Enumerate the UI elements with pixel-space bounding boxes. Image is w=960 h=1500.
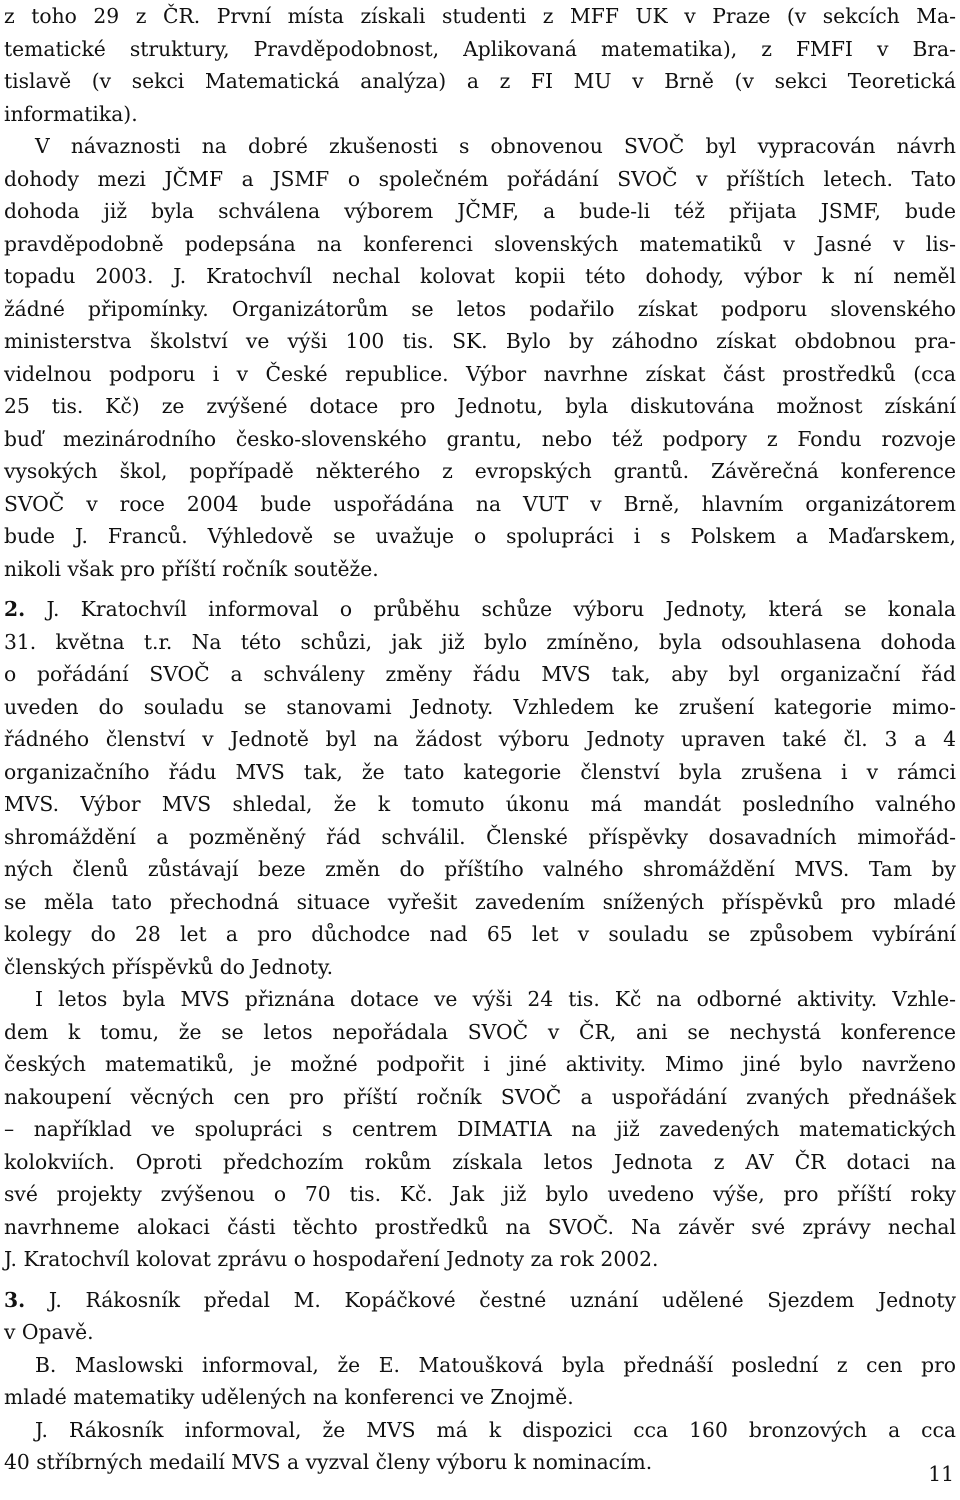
text-line: MVS. Výbor MVS shledal, že k tomuto úkonu má mandát posledního valného (4, 792, 956, 816)
text-line: tislavě (v sekci Matematická analýza) a z FI MU v Brně (v sekci Teoretická (4, 69, 956, 93)
text-line: dohody mezi JČMF a JSMF o společném pořádání SVOČ v příštích letech. Tato (4, 166, 956, 191)
text-line: J. Kratochvíl kolovat zprávu o hospodaření Jednoty za rok 2002. (4, 1247, 659, 1271)
text-line: dem k tomu, že se letos nepořádala SVOČ v ČR, ani se nechystá konference (4, 1019, 956, 1044)
text-line: dohoda již byla schválena výborem JČMF, a bude-li též přijata JSMF, bude (4, 199, 956, 223)
paragraph (4, 1414, 956, 1479)
text-line: shromáždění a pozměněný řád schválil. Členské příspěvky dosavadních mimořád- (4, 824, 956, 849)
text-line: kolegy do 28 let a pro důchodce nad 65 let v souladu se způsobem vybírání (4, 922, 956, 946)
page-number: 11 (928, 1462, 954, 1486)
text-line: ministerstva školství ve výši 100 tis. SK. Bylo by záhodno získat obdobnou pra- (4, 329, 956, 353)
text-line: 31. května t.r. Na této schůzi, jak již bylo zmíněno, byla odsouhlasena dohoda (4, 629, 956, 654)
text-line: českých matematiků, je možné podpořit i jiné aktivity. Mimo jiné bylo navrženo (4, 1052, 956, 1076)
text-line: řádného členství v Jednotě byl na žádost výboru Jednoty upraven také čl. 3 a 4 (4, 727, 956, 751)
text-line: I letos byla MVS přiznána dotace ve výši 24 tis. Kč na odborné aktivity. Vzhle- (35, 987, 956, 1011)
text-line: SVOČ v roce 2004 bude uspořádána na VUT v Brně, hlavním organizátorem (4, 491, 956, 516)
text-line: se měla tato přechodná situace vyřešit zavedením snížených příspěvků pro mladé (4, 889, 956, 914)
text-line: své projekty zvýšenou o 70 tis. Kč. Jak již bylo uvedeno výše, pro příští roky (4, 1182, 956, 1206)
text-line: v Opavě. (4, 1320, 94, 1344)
text-line: videlnou podporu i v České republice. Výbor navrhne získat část prostředků (cca (4, 361, 956, 386)
text-line: nakoupení věcných cen pro příští ročník SVOČ a uspořádání zvaných přednášek (4, 1084, 956, 1109)
text-line: V návaznosti na dobré zkušenosti s obnovenou SVOČ byl vypracován návrh (35, 134, 956, 158)
text-line: bude J. Franců. Výhledově se uvažuje o spolupráci i s Polskem a Maďarskem, (4, 524, 956, 548)
text-segment: J. Kratochvíl informoval o průběhu schůze výboru Jednoty, která se konala (25, 597, 956, 621)
paragraph (4, 0, 956, 130)
numbered-paragraph (4, 593, 956, 983)
paragraph (4, 1349, 956, 1414)
item-number: 3. (4, 1287, 26, 1312)
text-line: kolokviích. Oproti předchozím rokům získala letos Jednota z AV ČR dotaci na (4, 1149, 956, 1174)
text-line: vysokých škol, popřípadě některého z evropských grantů. Závěrečná konference (4, 459, 956, 483)
text-line: topadu 2003. J. Kratochvíl nechal kolovat kopii této dohody, výbor k ní neměl (4, 264, 956, 288)
text-line: z toho 29 z ČR. První místa získali studenti z MFF UK v Praze (v sekcích Ma- (4, 4, 956, 28)
text-line: J. Rákosník informoval, že MVS má k dispozici cca 160 bronzových a cca (35, 1417, 956, 1442)
text-line (4, 1284, 956, 1317)
document-body (4, 0, 956, 1479)
text-line: B. Maslowski informoval, že E. Matoušková byla přednáší poslední z cen pro (35, 1352, 956, 1377)
text-line (4, 593, 956, 626)
text-line: mladé matematiky udělených na konferenci ve Znojmě. (4, 1385, 574, 1409)
text-line: pravděpodobně podepsána na konferenci slovenských matematiků v Jasné v lis- (4, 231, 956, 256)
text-line: nikoli však pro příští ročník soutěže. (4, 556, 379, 581)
numbered-paragraph (4, 1284, 956, 1349)
text-line: buď mezinárodního česko-slovenského grantu, nebo též podpory z Fondu rozvoje (4, 426, 956, 451)
text-line: – například ve spolupráci s centrem DIMATIA na již zavedených matematických (4, 1117, 956, 1141)
text-line: žádné připomínky. Organizátorům se letos podařilo získat podporu slovenského (4, 296, 956, 321)
paragraph (4, 983, 956, 1276)
text-line: 25 tis. Kč) ze zvýšené dotace pro Jednotu, byla diskutována možnost získání (4, 394, 956, 418)
text-line: informatika). (4, 101, 138, 126)
text-line: navrhneme alokaci části těchto prostředků na SVOČ. Na závěr své zprávy nechal (4, 1214, 956, 1239)
text-line: uveden do souladu se stanovami Jednoty. Vzhledem ke zrušení kategorie mimo- (4, 694, 956, 719)
paragraph (4, 130, 956, 585)
text-line: tematické struktury, Pravděpodobnost, Aplikovaná matematika), z FMFI v Bra- (4, 36, 956, 61)
text-line: 40 stříbrných medailí MVS a vyzval členy výboru k nominacím. (4, 1450, 653, 1474)
text-line: organizačního řádu MVS tak, že tato kategorie členství byla zrušena i v rámci (4, 759, 956, 784)
text-line: o pořádání SVOČ a schváleny změny řádu MVS tak, aby byl organizační řád (4, 662, 956, 686)
text-segment: J. Rákosník předal M. Kopáčkové čestné uznání udělené Sjezdem Jednoty (25, 1287, 956, 1312)
text-line: členských příspěvků do Jednoty. (4, 954, 334, 979)
text-line: ných členů zůstávají beze změn do příštího valného shromáždění MVS. Tam by (4, 857, 956, 881)
item-number: 2. (4, 597, 26, 621)
